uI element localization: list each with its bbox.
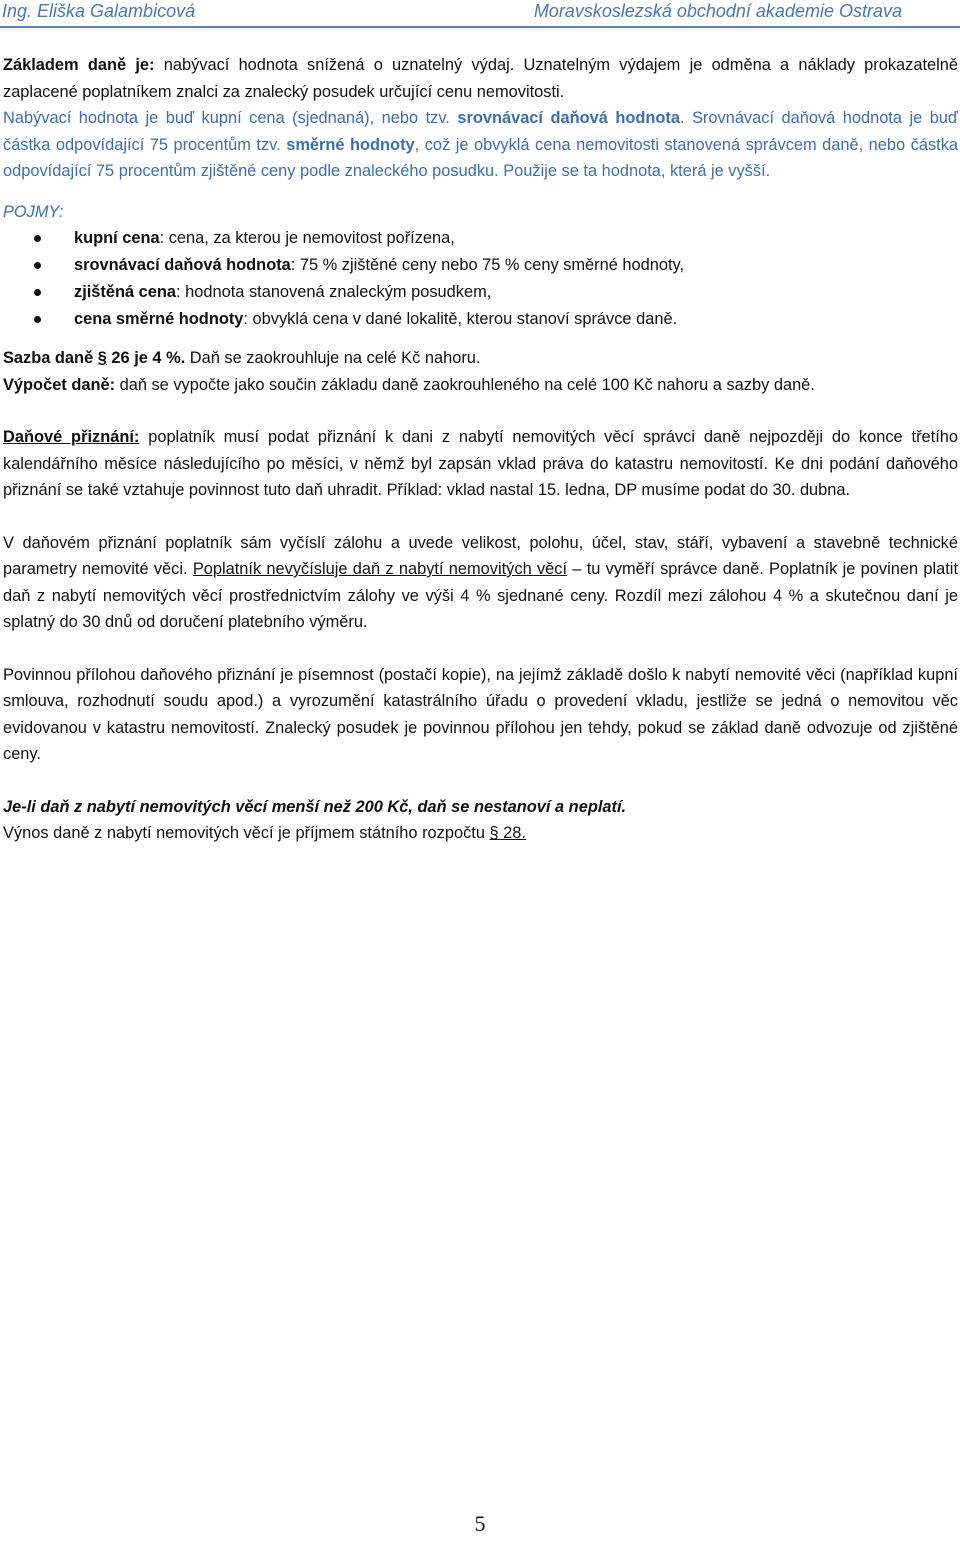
term-srovnavaci-hodnota: srovnávací daňová hodnota [457,109,680,127]
paragraph-vypocet [3,372,958,399]
text-segment: V daňovém přiznání poplatník sám vyčíslí zálohu a uvede velikost, polohu, účel, stav, stáří, vybavení a stavebně technické parametry nemovité věci. [3,533,958,578]
header-author: Ing. Eliška Galambicová [2,1,196,21]
underlined-note: Poplatník nevyčísluje daň z nabytí nemovitých věcí [192,560,568,578]
list-term: zjištěná cena [74,283,177,301]
page-header [0,0,960,26]
list-item [3,306,958,333]
text-sazba: Daň se zaokrouhluje na celé Kč nahoru. [185,349,481,367]
list-term: kupní cena [74,229,160,247]
text-priloha: Povinnou přílohou daňového přiznání je písemnost (postačí kopie), na jejímž základě došlo k nabytí nemovité věci (například kupní smlouva, rozhodnutí soudu apod.) a vyrozumění katastrálního úřadu o provedení vkladu, jestliže se jedná o nemovitou věc evidovanou v katastru nemovitostí. Znalecký posudek je povinnou přílohou jen tehdy, pokud se základ daně odvozuje od zjištěné ceny. [3,665,958,763]
text-segment: . Srovnávací daňová hodnota je buď částka odpovídající 75 procentům tzv. [3,109,958,154]
text-danove-priznani: poplatník musí podat přiznání k dani z nabytí nemovitých věcí správci daně nejpozději do konce třetího kalendářního měsíce následujícího po měsíci, v němž byl zapsán vklad práva do katastru nemovitostí. Ke dni podání daňového přiznání se také vztahuje povinnost tuto daň uhradit. Příklad: vklad nastal 15. ledna, DP musíme podat do 30. dubna. [3,428,958,499]
list-text: : obvyklá cena v dané lokalitě, kterou stanoví správce daně. [243,310,678,328]
header-divider [0,26,960,28]
pojmy-heading: POJMY: [3,202,64,221]
paragraph-sazba [3,345,958,372]
list-term: cena směrné hodnoty [74,310,244,328]
list-text: : hodnota stanovená znaleckým posudkem, [176,283,492,301]
text-segment: Nabývací hodnota je buď kupní cena (sjednaná), nebo tzv. [3,109,458,127]
section-reference-link[interactable]: § [97,349,107,367]
document-body [3,52,958,847]
paragraph-zaloha [3,530,958,636]
list-text: : 75 % zjištěné ceny nebo 75 % ceny směrné hodnoty, [290,256,685,274]
paragraph-limit: Je-li daň z nabytí nemovitých věcí menší než 200 Kč, daň se nestanoví a neplatí. [3,797,627,816]
text-vynos: Výnos daně z nabytí nemovitých věcí je příjmem státního rozpočtu [3,824,490,842]
page-number: 5 [474,1511,486,1536]
paragraph-zaklad-dane [3,52,958,105]
header-school: Moravskoslezská obchodní akademie Ostrava [533,1,902,21]
label-danove-priznani: Daňové přiznání: [3,428,140,446]
label-vypocet: Výpočet daně: [3,375,116,394]
term-smerne-hodnoty: směrné hodnoty [286,135,415,154]
label-zaklad-dane: Základem daně je: [3,56,155,74]
section-reference-link[interactable]: § 28. [489,824,526,842]
text-segment: – tu vyměří správce daně. Poplatník je povinen platit daň z nabytí nemovitých věcí prostřednictvím zálohy ve výši 4 % sjednané ceny. Rozdíl mezi zálohou 4 % a skutečnou daní je splatný do 30 dnů od doručení platebního výměru. [3,560,958,631]
list-text: : cena, za kterou je nemovitost pořízena, [159,229,455,247]
list-item [3,279,958,306]
text-segment: , což je obvyklá cena nemovitosti stanovená správcem daně, nebo částka odpovídající 75 procentům zjištěné ceny podle znaleckého posudku. Použije se ta hodnota, která je vyšší. [3,135,959,180]
text-vypocet: daň se vypočte jako součin základu daně zaokrouhleného na celé 100 Kč nahoru a sazby daně. [115,375,815,394]
paragraph-danove-priznani [3,424,958,504]
list-term: srovnávací daňová hodnota [74,256,291,274]
paragraph-priloha [3,662,958,768]
list-item [3,252,958,279]
label-sazba-value: 26 je 4 %. [106,349,186,367]
pojmy-list [3,225,958,333]
paragraph-vynos [3,820,958,847]
list-item [3,225,958,252]
label-sazba: Sazba daně [3,349,98,367]
text-zaklad-dane: nabývací hodnota snížená o uznatelný výdaj. Uznatelným výdajem je odměna a náklady prokazatelně zaplacené poplatníkem znalci za znalecký posudek určující cenu nemovitosti. [3,56,958,101]
paragraph-nabyvaci-hodnota [3,105,958,185]
